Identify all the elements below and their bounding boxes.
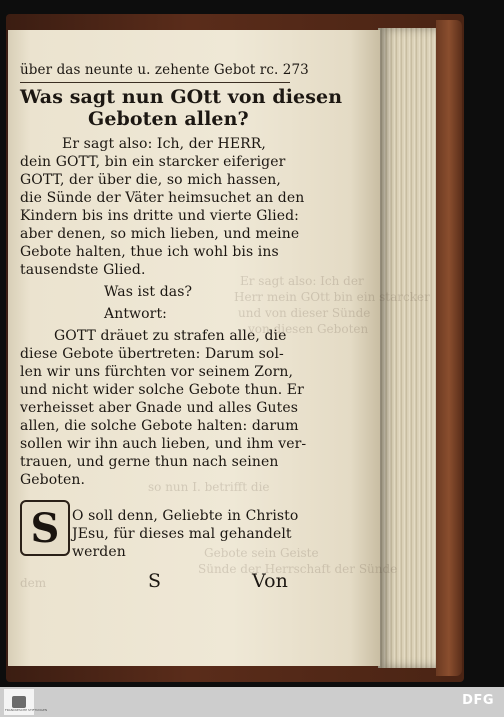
question-heading-line-1: Was sagt nun GOtt von diesen <box>20 86 343 108</box>
bleed-through-line: dem <box>20 576 47 590</box>
bleed-through-line: Herr mein GOtt bin ein starcker <box>234 290 430 304</box>
answer-text-line: tausendste Glied. <box>20 262 146 278</box>
closing-text-line: O soll denn, Geliebte in Christo <box>72 508 299 524</box>
closing-text-line: werden <box>72 544 126 560</box>
explanation-text-line: sollen wir ihn auch lieben, und ihm ver- <box>20 436 307 452</box>
explanation-text-line: GOTT dräuet zu strafen alle, die <box>54 328 287 344</box>
answer-text-line: GOTT, der über die, so mich hassen, <box>20 172 281 188</box>
answer-text-line: Er sagt also: Ich, der HERR, <box>62 136 266 152</box>
book-cover-edge <box>436 20 462 676</box>
explanation-text-line: len wir uns fürchten vor seinem Zorn, <box>20 364 294 380</box>
decorative-initial: S <box>20 500 70 556</box>
institution-logo-text: FRANCKESCHE STIFTUNGEN <box>5 708 48 712</box>
explanation-text-line: allen, die solche Gebote halten: darum <box>20 418 299 434</box>
explanation-text-line: und nicht wider solche Gebote thun. Er <box>20 382 304 398</box>
question-heading-line-2: Geboten allen? <box>88 108 249 130</box>
bleed-through-line: und von dieser Sünde <box>238 306 371 320</box>
answer-label: Antwort: <box>104 306 168 322</box>
sub-question: Was ist das? <box>104 284 193 300</box>
bleed-through-line: so nun I. betrifft die <box>148 480 270 494</box>
answer-text-line: die Sünde der Väter heimsuchet an den <box>20 190 305 206</box>
bleed-through-line: Gebote sein Geiste <box>204 546 319 560</box>
institution-logo-icon <box>12 696 26 708</box>
header-rule <box>20 82 290 83</box>
bleed-through-line: von diesen Geboten <box>248 322 369 336</box>
institution-logo[interactable] <box>4 689 48 715</box>
explanation-text-line: verheisset aber Gnade und alles Gutes <box>20 400 299 416</box>
viewer-footer <box>0 687 504 717</box>
answer-text-line: dein GOTT, bin ein starcker eiferiger <box>20 154 286 170</box>
answer-text-line: Gebote halten, thue ich wohl bis ins <box>20 244 279 260</box>
explanation-text-line: Geboten. <box>20 472 86 488</box>
bleed-through-line: Sünde der Herrschaft der Sünde <box>198 562 398 576</box>
catchword: Von <box>252 570 288 592</box>
closing-text-line: JEsu, für dieses mal gehandelt <box>72 526 292 542</box>
answer-text-line: Kindern bis ins dritte und vierte Glied: <box>20 208 299 224</box>
dfg-logo[interactable]: DFG <box>462 693 494 708</box>
book-page <box>8 30 430 666</box>
answer-text-line: aber denen, so mich lieben, und meine <box>20 226 300 242</box>
explanation-text-line: diese Gebote übertreten: Darum sol- <box>20 346 284 362</box>
explanation-text-line: trauen, und gerne thun nach seinen <box>20 454 279 470</box>
bleed-through-line: Er sagt also: Ich der <box>240 274 364 288</box>
signature-mark: S <box>148 570 162 592</box>
running-head: über das neunte u. zehente Gebot rc. 273 <box>20 62 309 78</box>
